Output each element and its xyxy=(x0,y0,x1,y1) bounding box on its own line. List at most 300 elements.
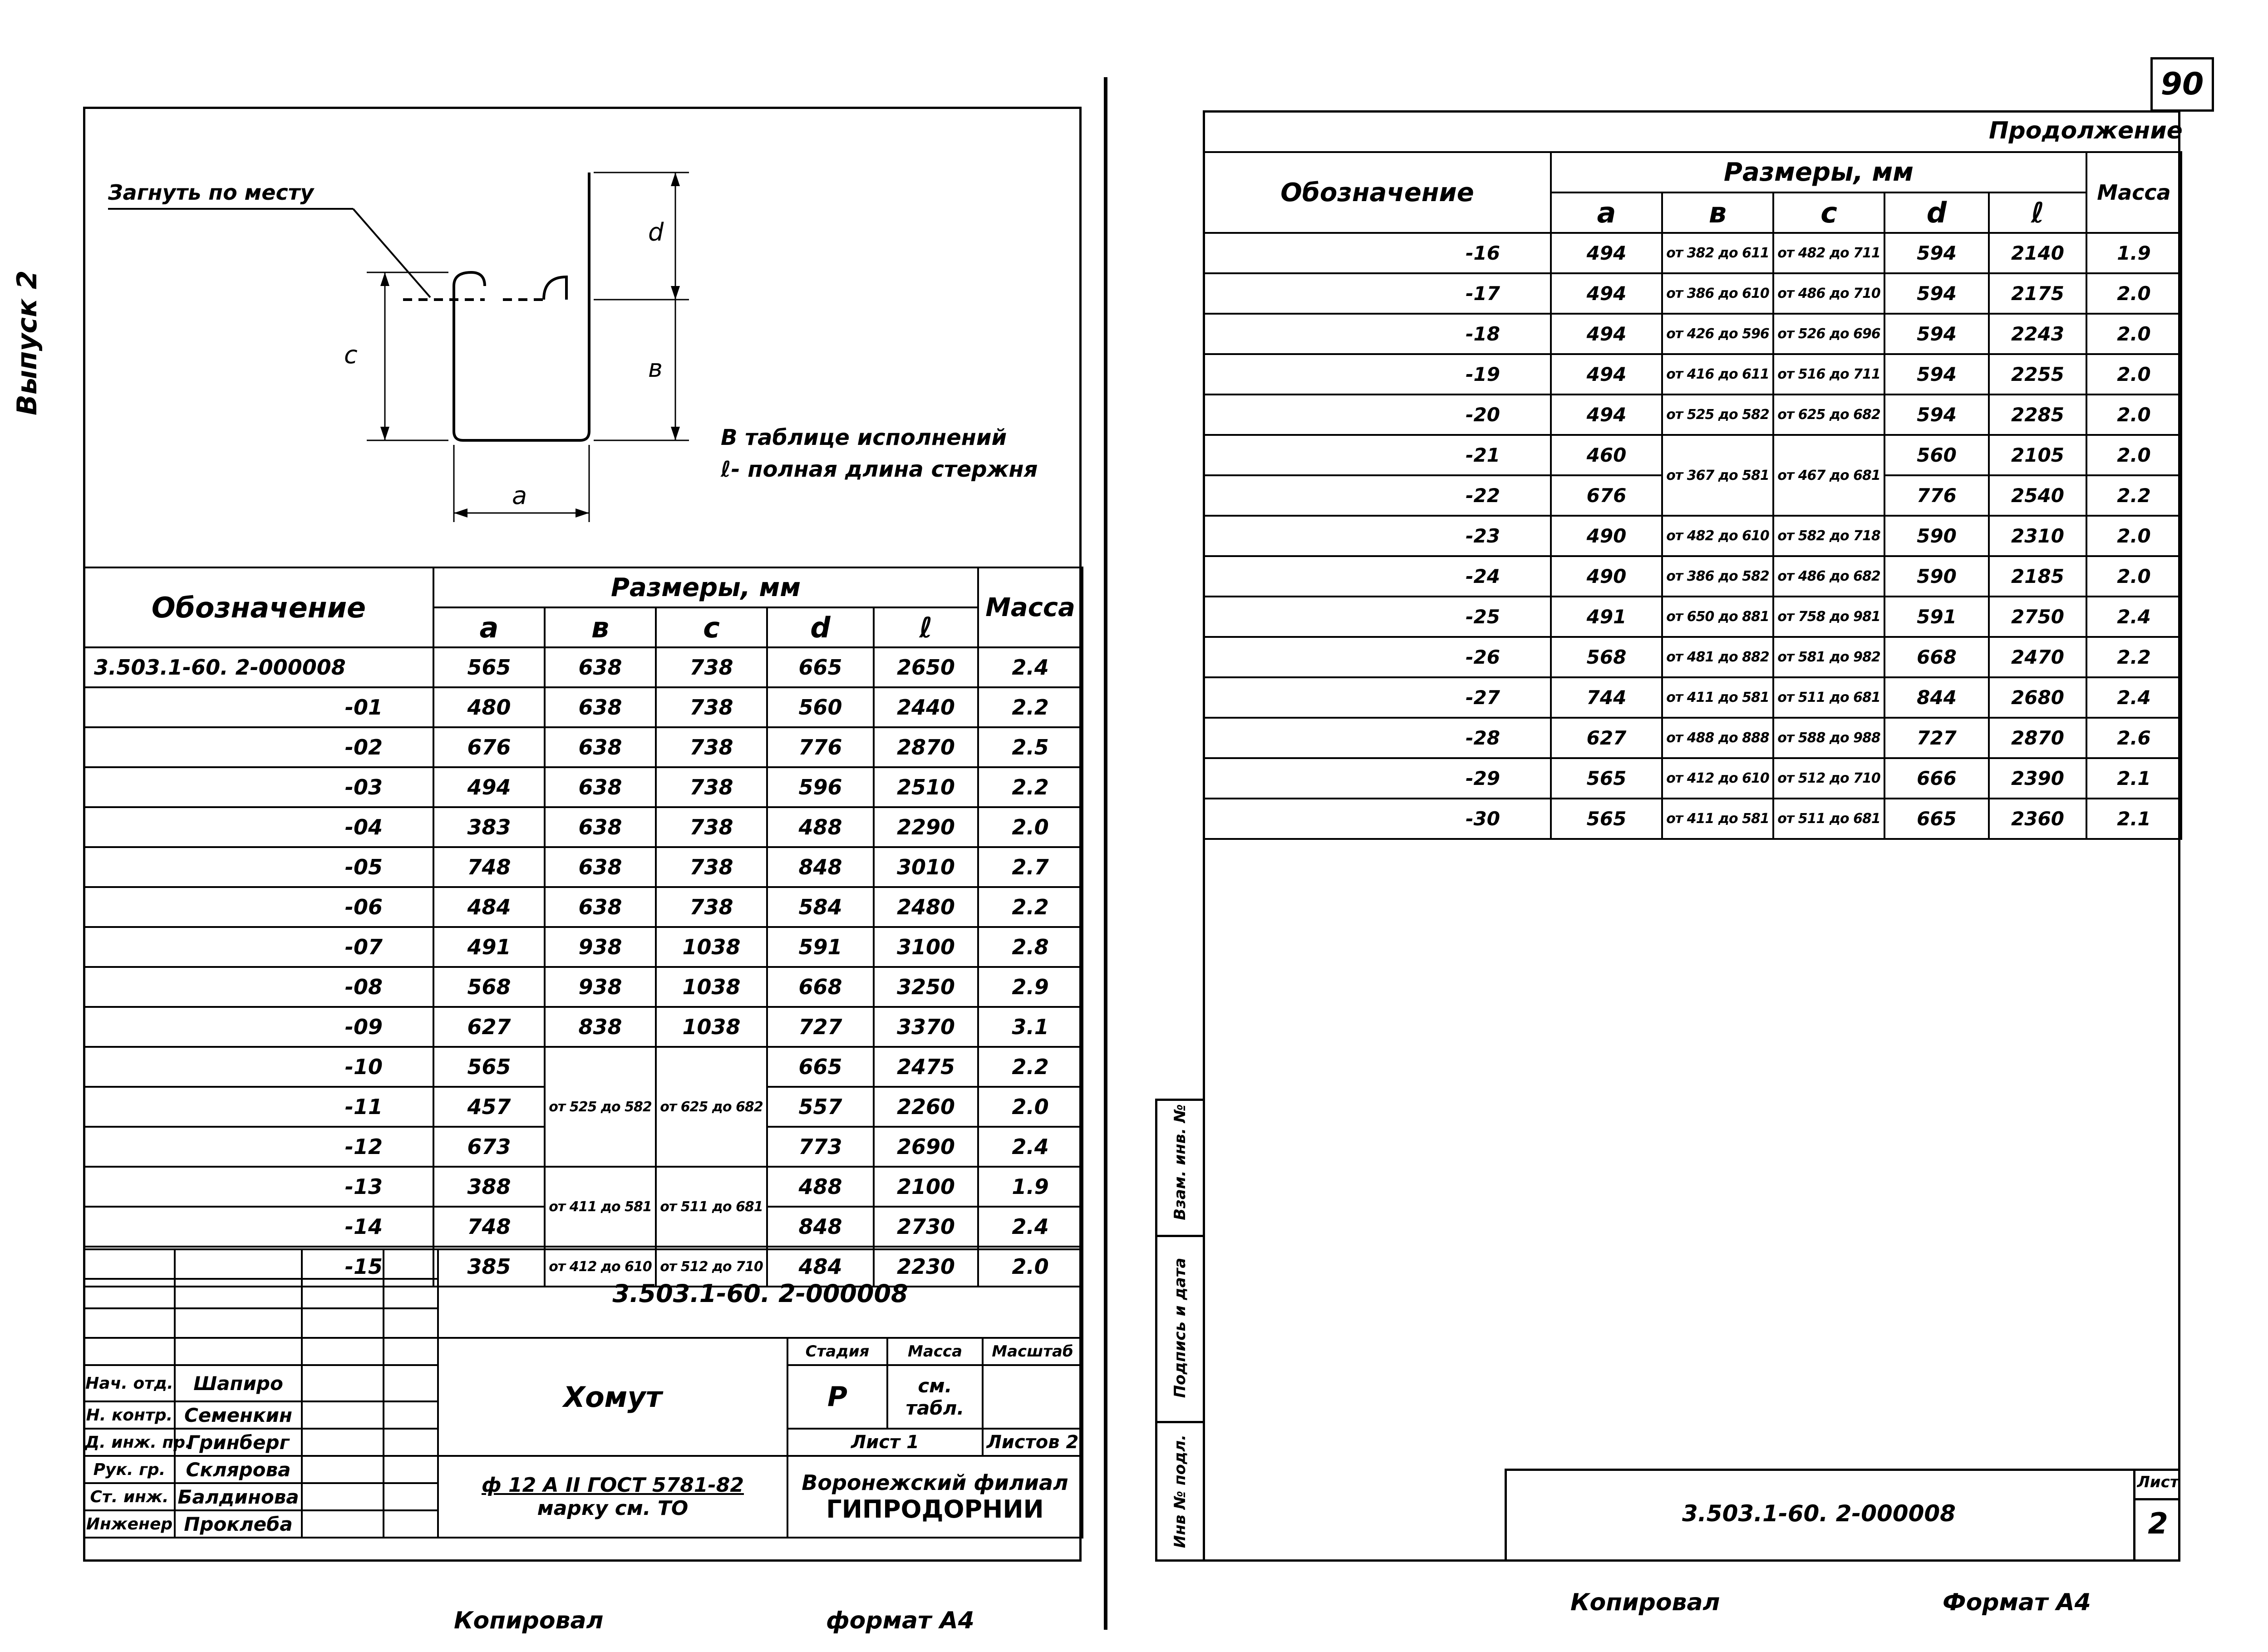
dim-d-label: d xyxy=(648,218,664,247)
e-cell: 2310 xyxy=(1989,516,2086,556)
mass-cell: 2.4 xyxy=(978,647,1082,687)
b-cell: от 386 до 582 xyxy=(1662,556,1773,597)
b-merged-cell: от 367 до 581 xyxy=(1662,435,1773,516)
mass-cell: 2.8 xyxy=(978,927,1082,967)
org-line-1: Воронежский филиал xyxy=(802,1470,1068,1495)
b-cell: от 650 до 881 xyxy=(1662,597,1773,637)
right-stamp-sheet-no: 2 xyxy=(2148,1507,2168,1541)
e-cell: 2100 xyxy=(874,1167,978,1207)
designation-cell: -20 xyxy=(1204,395,1551,435)
b-cell: 638 xyxy=(545,847,656,887)
b-cell: от 382 до 611 xyxy=(1662,233,1773,273)
left-footer-format: формат А4 xyxy=(826,1607,974,1634)
table-row xyxy=(1204,677,2181,718)
a-cell: 388 xyxy=(433,1167,545,1207)
a-cell: 748 xyxy=(433,1207,545,1247)
d-cell: 488 xyxy=(767,807,874,847)
d-cell: 584 xyxy=(767,887,874,927)
c-cell: 738 xyxy=(656,847,767,887)
table-note-1: В таблице исполнений xyxy=(721,425,1007,450)
mass-cell: 2.1 xyxy=(2086,799,2181,839)
e-cell: 2470 xyxy=(1989,637,2086,677)
mass-cell: 2.0 xyxy=(2086,354,2181,395)
a-cell: 494 xyxy=(1551,314,1662,354)
table-row xyxy=(1204,637,2181,677)
designation-cell: -15 xyxy=(84,1247,433,1287)
designation-cell: -27 xyxy=(1204,677,1551,718)
left-sizes-table xyxy=(83,567,1083,1287)
table-row xyxy=(84,967,1082,1007)
d-cell: 727 xyxy=(767,1007,874,1047)
c-cell: 738 xyxy=(656,887,767,927)
person-0: Шапиро xyxy=(175,1365,302,1401)
e-cell: 2260 xyxy=(874,1087,978,1127)
c-merged-cell: от 511 до 681 xyxy=(656,1167,767,1247)
a-cell: 490 xyxy=(1551,556,1662,597)
table-row xyxy=(84,1167,1082,1207)
b-cell: от 426 до 596 xyxy=(1662,314,1773,354)
b-cell: от 412 до 610 xyxy=(545,1247,656,1287)
table-row xyxy=(1204,233,2181,273)
designation-cell: 3.503.1-60. 2-000008 xyxy=(84,647,433,687)
sheets-label: Листов 2 xyxy=(983,1429,1082,1456)
a-cell: 494 xyxy=(433,767,545,807)
designation-cell: -30 xyxy=(1204,799,1551,839)
a-cell: 494 xyxy=(1551,354,1662,395)
scale-header: Масштаб xyxy=(983,1338,1082,1365)
mass-cell: 2.2 xyxy=(978,767,1082,807)
a-cell: 385 xyxy=(433,1247,545,1287)
a-cell: 494 xyxy=(1551,273,1662,314)
designation-cell: -16 xyxy=(1204,233,1551,273)
table-row xyxy=(1204,435,2181,475)
left-footer-copy: Копировал xyxy=(454,1607,604,1634)
b-cell: 638 xyxy=(545,647,656,687)
c-cell: 738 xyxy=(656,807,767,847)
d-cell: 665 xyxy=(767,647,874,687)
c-cell: от 512 до 710 xyxy=(656,1247,767,1287)
mass-cell: 2.0 xyxy=(2086,435,2181,475)
mass-cell: 2.0 xyxy=(978,1087,1082,1127)
a-cell: 676 xyxy=(433,727,545,767)
col-e-header-right: ℓ xyxy=(1989,192,2086,233)
designation-cell: -09 xyxy=(84,1007,433,1047)
table-row xyxy=(1204,718,2181,758)
b-cell: от 386 до 610 xyxy=(1662,273,1773,314)
e-cell: 2243 xyxy=(1989,314,2086,354)
b-cell: 638 xyxy=(545,767,656,807)
a-cell: 627 xyxy=(1551,718,1662,758)
d-cell: 594 xyxy=(1884,314,1989,354)
designation-cell: -22 xyxy=(1204,475,1551,516)
table-row xyxy=(1204,597,2181,637)
c-cell: от 516 до 711 xyxy=(1773,354,1884,395)
a-cell: 490 xyxy=(1551,516,1662,556)
sizes-header-right: Размеры, мм xyxy=(1551,152,2086,192)
mass-cell: 2.1 xyxy=(2086,758,2181,799)
b-cell: 638 xyxy=(545,727,656,767)
sheet-label: Лист 1 xyxy=(787,1429,983,1456)
c-cell: от 758 до 981 xyxy=(1773,597,1884,637)
e-cell: 2105 xyxy=(1989,435,2086,475)
designation-cell: -28 xyxy=(1204,718,1551,758)
b-cell: от 482 до 610 xyxy=(1662,516,1773,556)
a-cell: 460 xyxy=(1551,435,1662,475)
mass-cell: 2.0 xyxy=(2086,273,2181,314)
b-cell: от 481 до 882 xyxy=(1662,637,1773,677)
e-cell: 2750 xyxy=(1989,597,2086,637)
table-note-2: ℓ- полная длина стержня xyxy=(721,457,1038,482)
c-cell: 1038 xyxy=(656,967,767,1007)
b-cell: 938 xyxy=(545,967,656,1007)
b-cell: от 488 до 888 xyxy=(1662,718,1773,758)
e-cell: 2690 xyxy=(874,1127,978,1167)
designation-cell: -21 xyxy=(1204,435,1551,475)
role-1: Н. контр. xyxy=(84,1401,175,1429)
mass-cell: 2.4 xyxy=(978,1127,1082,1167)
designation-cell: -25 xyxy=(1204,597,1551,637)
table-row xyxy=(84,927,1082,967)
mass-value: см. табл. xyxy=(887,1365,983,1429)
side-stamp-vzam: Взам. инв. № xyxy=(1171,1104,1189,1220)
mass-cell: 1.9 xyxy=(978,1167,1082,1207)
org-line-2: ГИПРОДОРНИИ xyxy=(826,1494,1044,1524)
mass-cell: 2.4 xyxy=(978,1207,1082,1247)
b-cell: 638 xyxy=(545,807,656,847)
d-cell: 484 xyxy=(767,1247,874,1287)
table-row xyxy=(84,1047,1082,1087)
d-cell: 594 xyxy=(1884,354,1989,395)
designation-cell: -13 xyxy=(84,1167,433,1207)
mass-cell: 2.2 xyxy=(978,1047,1082,1087)
e-cell: 2290 xyxy=(874,807,978,847)
a-cell: 627 xyxy=(433,1007,545,1047)
mass-cell: 3.1 xyxy=(978,1007,1082,1047)
a-cell: 568 xyxy=(1551,637,1662,677)
mass-cell: 2.0 xyxy=(2086,314,2181,354)
table-row xyxy=(1204,395,2181,435)
clamp-drawing xyxy=(85,109,1079,563)
b-cell: от 525 до 582 xyxy=(1662,395,1773,435)
designation-header-right: Обозначение xyxy=(1204,152,1551,233)
person-3: Склярова xyxy=(175,1456,302,1483)
person-4: Балдинова xyxy=(175,1483,302,1510)
mass-cell: 2.5 xyxy=(978,727,1082,767)
d-cell: 668 xyxy=(767,967,874,1007)
a-cell: 484 xyxy=(433,887,545,927)
e-cell: 2255 xyxy=(1989,354,2086,395)
e-cell: 2175 xyxy=(1989,273,2086,314)
col-c-header: c xyxy=(656,607,767,647)
d-cell: 594 xyxy=(1884,273,1989,314)
table-row xyxy=(84,727,1082,767)
c-cell: от 511 до 681 xyxy=(1773,677,1884,718)
d-cell: 665 xyxy=(767,1047,874,1087)
b-cell: 838 xyxy=(545,1007,656,1047)
b-cell: 638 xyxy=(545,887,656,927)
right-footer-copy: Копировал xyxy=(1570,1589,1720,1616)
designation-cell: -01 xyxy=(84,687,433,727)
d-cell: 590 xyxy=(1884,556,1989,597)
c-cell: 738 xyxy=(656,687,767,727)
designation-cell: -17 xyxy=(1204,273,1551,314)
col-b-header: в xyxy=(545,607,656,647)
table-row xyxy=(1204,556,2181,597)
a-cell: 494 xyxy=(1551,395,1662,435)
a-cell: 491 xyxy=(1551,597,1662,637)
table-row xyxy=(84,687,1082,727)
bend-note: Загнуть по месту xyxy=(108,180,314,205)
material-line-1: ф 12 А II ГОСТ 5781-82 xyxy=(482,1474,744,1497)
b-cell: от 412 до 610 xyxy=(1662,758,1773,799)
table-row xyxy=(84,847,1082,887)
continuation-label: Продолжение xyxy=(1989,110,2181,152)
c-cell: от 582 до 718 xyxy=(1773,516,1884,556)
e-cell: 2360 xyxy=(1989,799,2086,839)
table-row xyxy=(1204,273,2181,314)
designation-cell: -04 xyxy=(84,807,433,847)
d-cell: 488 xyxy=(767,1167,874,1207)
col-b-header-right: в xyxy=(1662,192,1773,233)
col-d-header-right: d xyxy=(1884,192,1989,233)
e-cell: 2140 xyxy=(1989,233,2086,273)
a-cell: 744 xyxy=(1551,677,1662,718)
d-cell: 848 xyxy=(767,847,874,887)
c-cell: 738 xyxy=(656,727,767,767)
table-row xyxy=(1204,758,2181,799)
e-cell: 2185 xyxy=(1989,556,2086,597)
e-cell: 3370 xyxy=(874,1007,978,1047)
e-cell: 2480 xyxy=(874,887,978,927)
table-row xyxy=(84,1007,1082,1047)
c-cell: 738 xyxy=(656,647,767,687)
designation-cell: -07 xyxy=(84,927,433,967)
b-cell: 938 xyxy=(545,927,656,967)
col-a-header-right: a xyxy=(1551,192,1662,233)
mass-header-stamp: Масса xyxy=(887,1338,983,1365)
a-cell: 673 xyxy=(433,1127,545,1167)
c-cell: 1038 xyxy=(656,1007,767,1047)
d-cell: 594 xyxy=(1884,395,1989,435)
mass-header: Масса xyxy=(978,567,1082,647)
designation-header: Обозначение xyxy=(84,567,433,647)
a-cell: 565 xyxy=(1551,758,1662,799)
designation-cell: -19 xyxy=(1204,354,1551,395)
table-row xyxy=(84,807,1082,847)
d-cell: 590 xyxy=(1884,516,1989,556)
e-cell: 2510 xyxy=(874,767,978,807)
d-cell: 848 xyxy=(767,1207,874,1247)
e-cell: 2870 xyxy=(874,727,978,767)
stage-header: Стадия xyxy=(787,1338,887,1365)
side-stamp-inv: Инв № подл. xyxy=(1171,1434,1189,1548)
c-cell: от 625 до 682 xyxy=(1773,395,1884,435)
b-merged-cell: от 411 до 581 xyxy=(545,1167,656,1247)
d-cell: 773 xyxy=(767,1127,874,1167)
a-cell: 568 xyxy=(433,967,545,1007)
mass-cell: 1.9 xyxy=(2086,233,2181,273)
c-merged-cell: от 467 до 681 xyxy=(1773,435,1884,516)
d-cell: 665 xyxy=(1884,799,1989,839)
designation-cell: -02 xyxy=(84,727,433,767)
right-stamp-sheet-label: Лист xyxy=(2137,1473,2179,1491)
d-cell: 591 xyxy=(767,927,874,967)
dim-c-label: c xyxy=(344,340,358,369)
e-cell: 3100 xyxy=(874,927,978,967)
role-0: Нач. отд. xyxy=(84,1365,175,1401)
material-line-2: марку см. ТО xyxy=(537,1497,689,1520)
b-merged-cell: от 525 до 582 xyxy=(545,1047,656,1167)
mass-cell: 2.4 xyxy=(2086,597,2181,637)
c-cell: от 511 до 681 xyxy=(1773,799,1884,839)
b-cell: от 416 до 611 xyxy=(1662,354,1773,395)
mass-cell: 2.6 xyxy=(2086,718,2181,758)
a-cell: 383 xyxy=(433,807,545,847)
issue-label: Выпуск 2 xyxy=(11,270,43,415)
col-c-header-right: c xyxy=(1773,192,1884,233)
c-cell: 738 xyxy=(656,767,767,807)
designation-cell: -23 xyxy=(1204,516,1551,556)
d-cell: 594 xyxy=(1884,233,1989,273)
d-cell: 591 xyxy=(1884,597,1989,637)
mass-cell: 2.9 xyxy=(978,967,1082,1007)
mass-cell: 2.4 xyxy=(2086,677,2181,718)
person-5: Проклеба xyxy=(175,1510,302,1538)
e-cell: 2650 xyxy=(874,647,978,687)
a-cell: 480 xyxy=(433,687,545,727)
designation-cell: -05 xyxy=(84,847,433,887)
b-cell: от 411 до 581 xyxy=(1662,677,1773,718)
a-cell: 565 xyxy=(1551,799,1662,839)
mass-cell: 2.0 xyxy=(2086,395,2181,435)
mass-cell: 2.2 xyxy=(2086,475,2181,516)
e-cell: 2870 xyxy=(1989,718,2086,758)
page-number: 90 xyxy=(2160,66,2204,102)
c-cell: 1038 xyxy=(656,927,767,967)
mass-cell: 2.0 xyxy=(2086,556,2181,597)
person-2: Гринберг xyxy=(175,1429,302,1456)
table-row xyxy=(1204,516,2181,556)
sizes-header: Размеры, мм xyxy=(433,567,978,607)
b-cell: 638 xyxy=(545,687,656,727)
role-5: Инженер xyxy=(84,1510,175,1538)
e-cell: 3250 xyxy=(874,967,978,1007)
right-footer-format: Формат А4 xyxy=(1943,1589,2091,1616)
table-row xyxy=(84,887,1082,927)
e-cell: 2285 xyxy=(1989,395,2086,435)
e-cell: 2475 xyxy=(874,1047,978,1087)
table-row xyxy=(1204,354,2181,395)
designation-cell: -18 xyxy=(1204,314,1551,354)
dim-a-label: a xyxy=(512,481,527,510)
designation-cell: -26 xyxy=(1204,637,1551,677)
designation-cell: -29 xyxy=(1204,758,1551,799)
d-cell: 560 xyxy=(767,687,874,727)
b-cell: от 411 до 581 xyxy=(1662,799,1773,839)
mass-cell: 2.2 xyxy=(2086,637,2181,677)
c-cell: от 482 до 711 xyxy=(1773,233,1884,273)
dim-b-label: в xyxy=(648,354,663,383)
c-cell: от 486 до 710 xyxy=(1773,273,1884,314)
a-cell: 565 xyxy=(433,1047,545,1087)
role-2: Д. инж. пр. xyxy=(84,1429,175,1456)
designation-cell: -08 xyxy=(84,967,433,1007)
d-cell: 776 xyxy=(767,727,874,767)
mass-cell: 2.7 xyxy=(978,847,1082,887)
d-cell: 844 xyxy=(1884,677,1989,718)
d-cell: 557 xyxy=(767,1087,874,1127)
d-cell: 596 xyxy=(767,767,874,807)
d-cell: 560 xyxy=(1884,435,1989,475)
mass-cell: 2.0 xyxy=(978,807,1082,847)
a-cell: 457 xyxy=(433,1087,545,1127)
col-a-header: a xyxy=(433,607,545,647)
designation-cell: -10 xyxy=(84,1047,433,1087)
designation-cell: -11 xyxy=(84,1087,433,1127)
table-row xyxy=(1204,799,2181,839)
center-divider xyxy=(1104,77,1107,1630)
table-row xyxy=(84,767,1082,807)
right-stamp-code: 3.503.1-60. 2-000008 xyxy=(1682,1500,1956,1527)
item-name: Хомут xyxy=(438,1338,787,1456)
c-merged-cell: от 625 до 682 xyxy=(656,1047,767,1167)
designation-cell: -24 xyxy=(1204,556,1551,597)
title-block xyxy=(83,1248,1083,1539)
c-cell: от 512 до 710 xyxy=(1773,758,1884,799)
d-cell: 668 xyxy=(1884,637,1989,677)
e-cell: 2730 xyxy=(874,1207,978,1247)
right-sizes-table xyxy=(1203,110,2182,840)
designation-cell: -06 xyxy=(84,887,433,927)
stage-value: Р xyxy=(787,1365,887,1429)
e-cell: 2440 xyxy=(874,687,978,727)
c-cell: от 526 до 696 xyxy=(1773,314,1884,354)
a-cell: 748 xyxy=(433,847,545,887)
mass-header-right: Масса xyxy=(2086,152,2181,233)
side-stamp-podpis: Подпись и дата xyxy=(1171,1257,1189,1398)
e-cell: 2230 xyxy=(874,1247,978,1287)
c-cell: от 588 до 988 xyxy=(1773,718,1884,758)
mass-cell: 2.0 xyxy=(2086,516,2181,556)
designation-cell: -14 xyxy=(84,1207,433,1247)
d-cell: 666 xyxy=(1884,758,1989,799)
table-row xyxy=(1204,314,2181,354)
table-row xyxy=(84,647,1082,687)
mass-cell: 2.2 xyxy=(978,687,1082,727)
person-1: Семенкин xyxy=(175,1401,302,1429)
a-cell: 491 xyxy=(433,927,545,967)
a-cell: 565 xyxy=(433,647,545,687)
col-e-header: ℓ xyxy=(874,607,978,647)
e-cell: 3010 xyxy=(874,847,978,887)
e-cell: 2680 xyxy=(1989,677,2086,718)
role-4: Ст. инж. xyxy=(84,1483,175,1510)
right-table-body xyxy=(1204,233,2181,839)
col-d-header: d xyxy=(767,607,874,647)
d-cell: 776 xyxy=(1884,475,1989,516)
title-code: 3.503.1-60. 2-000008 xyxy=(438,1249,1082,1338)
left-table-body xyxy=(84,647,1082,1287)
mass-cell: 2.0 xyxy=(978,1247,1082,1287)
designation-cell: -03 xyxy=(84,767,433,807)
role-3: Рук. гр. xyxy=(84,1456,175,1483)
page-number-box xyxy=(2150,57,2214,112)
c-cell: от 486 до 682 xyxy=(1773,556,1884,597)
e-cell: 2540 xyxy=(1989,475,2086,516)
a-cell: 676 xyxy=(1551,475,1662,516)
d-cell: 727 xyxy=(1884,718,1989,758)
mass-cell: 2.2 xyxy=(978,887,1082,927)
